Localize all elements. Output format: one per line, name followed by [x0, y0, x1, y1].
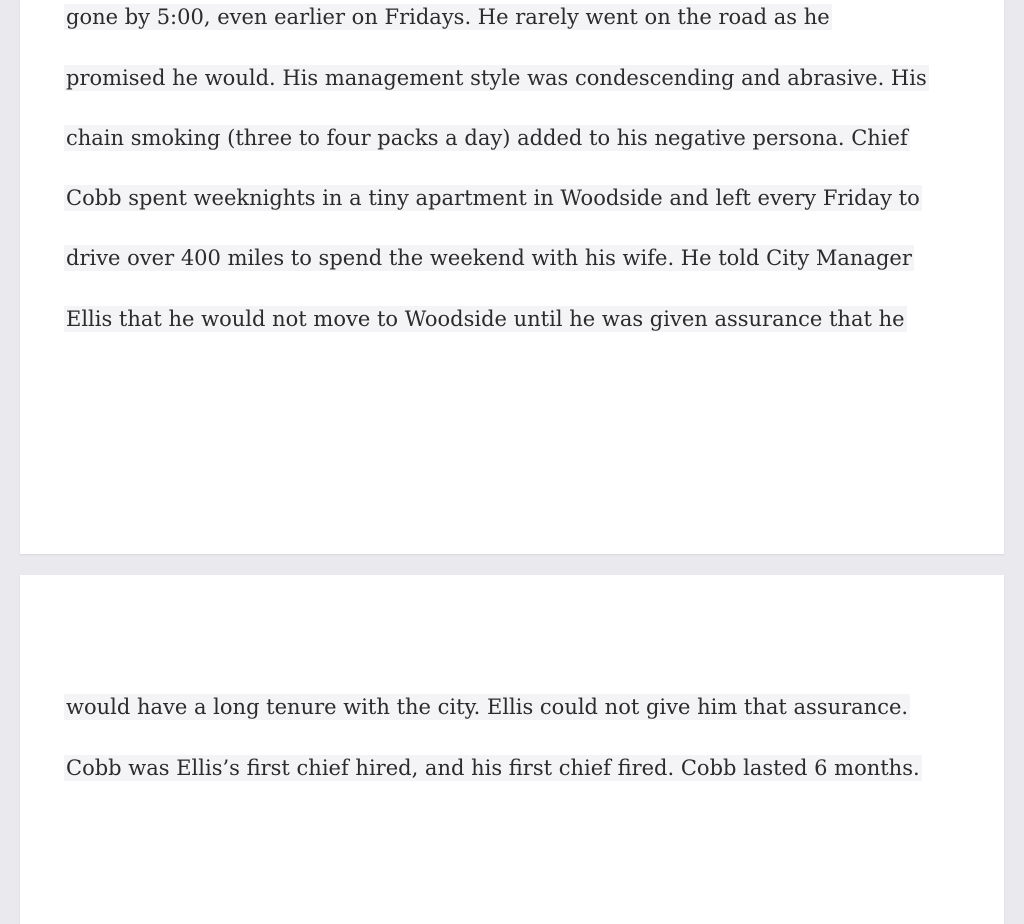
text-line: would have a long tenure with the city. Ellis could not give him that assurance. — [66, 695, 909, 719]
text-line: drive over 400 miles to spend the weekend with his wife. He told City Manager — [66, 246, 912, 270]
text-line: Cobb was Ellis’s first chief hired, and his first chief fired. Cobb lasted 6 months. — [66, 756, 920, 780]
text-line: promised he would. His management style was condescending and abrasive. His — [66, 66, 927, 90]
text-line: Cobb spent weeknights in a tiny apartment in Woodside and left every Friday to — [66, 186, 920, 210]
text-line: chain smoking (three to four packs a day) added to his negative persona. Chief — [66, 126, 908, 150]
document-page-bottom — [20, 575, 1004, 924]
text-line: Ellis that he would not move to Woodside until he was given assurance that he — [66, 307, 905, 331]
document-page-top — [20, 0, 1004, 554]
text-line: gone by 5:00, even earlier on Fridays. He rarely went on the road as he — [66, 5, 830, 29]
